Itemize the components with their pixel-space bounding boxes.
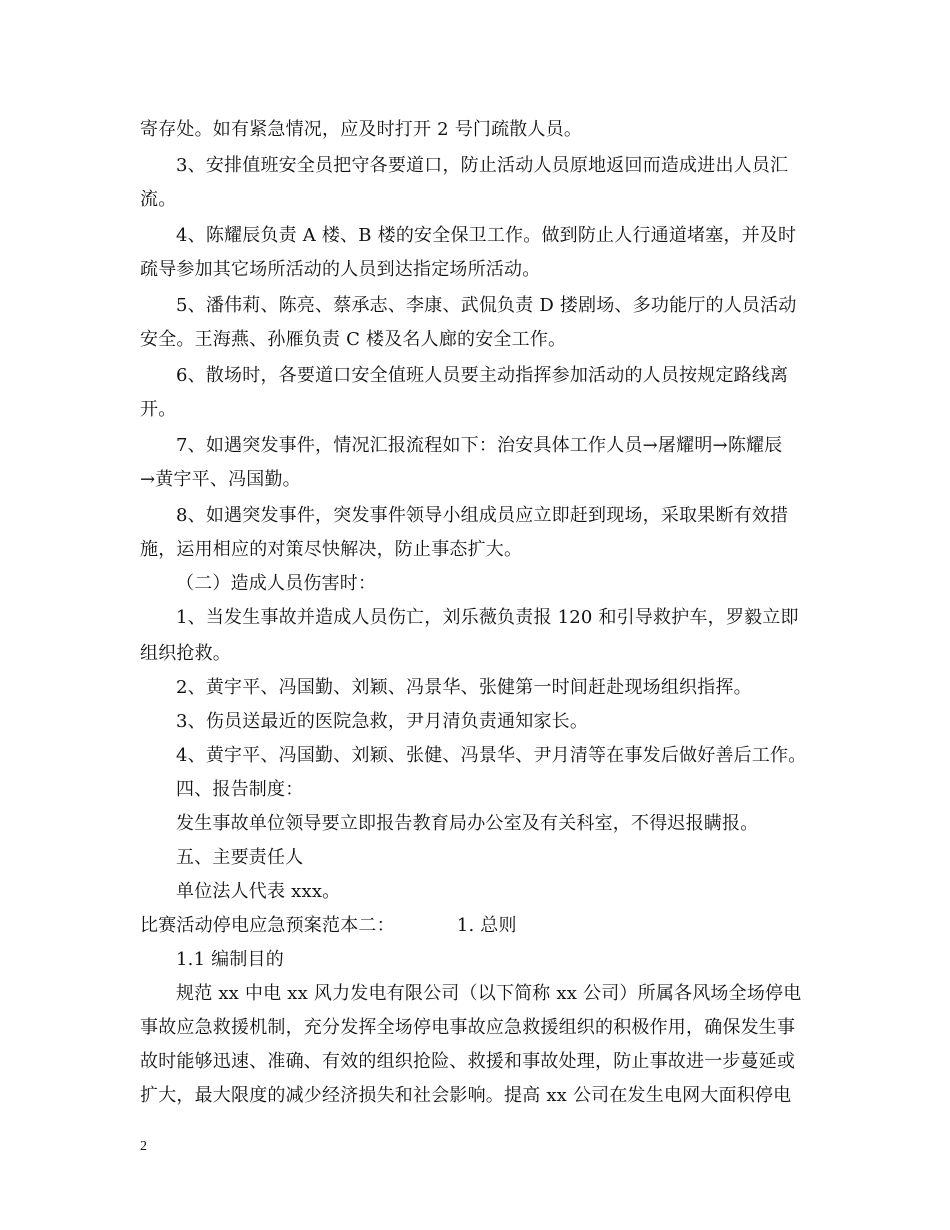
subheading: （二）造成人员伤害时：	[176, 573, 377, 594]
text-line: 安全。王海燕、孙雁负责 C 楼及名人廊的安全工作。	[140, 329, 567, 350]
text-line: 扩大，最大限度的减少经济损失和社会影响。提高 xx 公司在发生电网大面积停电	[140, 1085, 792, 1106]
text-line: 3、伤员送最近的医院急救，尹月清负责通知家长。	[176, 711, 589, 732]
text-line: 2、黄宇平、冯国勤、刘颖、冯景华、张健第一时间赶赴现场组织指挥。	[176, 677, 752, 698]
text-line: 4、陈耀辰负责 A 楼、B 楼的安全保卫工作。做到防止人行通道堵塞，并及时	[176, 225, 797, 246]
text-line: 组织抢救。	[140, 643, 231, 664]
page-number: 2	[140, 1139, 147, 1154]
text-line: 单位法人代表 xxx。	[176, 881, 341, 902]
text-line: 3、安排值班安全员把守各要道口，防止活动人员原地返回而造成进出人员汇	[176, 155, 789, 176]
text-line: →黄宇平、冯国勤。	[140, 469, 301, 490]
text-line: 1、当发生事故并造成人员伤亡，刘乐薇负责报 120 和引导救护车，罗毅立即	[176, 607, 799, 628]
text-line: 施，运用相应的对策尽快解决，防止事态扩大。	[140, 539, 523, 560]
plan-heading	[140, 914, 820, 938]
text-line: 疏导参加其它场所活动的人员到达指定场所活动。	[140, 259, 541, 280]
text-line: 事故应急救援机制，充分发挥全场停电事故应急救援组织的积极作用，确保发生事	[140, 1017, 796, 1038]
plan-title: 比赛活动停电应急预案范本二：	[140, 915, 395, 936]
text-line: 故时能够迅速、准确、有效的组织抢险、救援和事故处理，防止事故进一步蔓延或	[140, 1051, 796, 1072]
text-line: 8、如遇突发事件，突发事件领导小组成员应立即赶到现场，采取果断有效措	[176, 505, 789, 526]
section-heading: 四、报告制度：	[176, 779, 304, 800]
text-line: 4、黄宇平、冯国勤、刘颖、张健、冯景华、尹月清等在事发后做好善后工作。	[176, 745, 807, 766]
subsection-heading: 1.1 编制目的	[176, 949, 284, 970]
text-line: 发生事故单位领导要立即报告教育局办公室及有关科室，不得迟报瞒报。	[176, 813, 759, 834]
section-heading: 五、主要责任人	[176, 847, 304, 868]
plan-section-title: 1. 总则	[456, 915, 517, 936]
text-line: 7、如遇突发事件，情况汇报流程如下：治安具体工作人员→屠耀明→陈耀辰	[176, 435, 783, 456]
text-line: 流。	[140, 189, 177, 210]
text-line: 5、潘伟莉、陈亮、蔡承志、李康、武侃负责 D 搂剧场、多功能厅的人员活动	[176, 295, 797, 316]
text-line: 寄存处。如有紧急情况，应及时打开 2 号门疏散人员。	[140, 119, 583, 140]
text-line: 开。	[140, 399, 177, 420]
text-line: 规范 xx 中电 xx 风力发电有限公司（以下简称 xx 公司）所属各风场全场停电	[176, 983, 802, 1004]
text-line: 6、散场时，各要道口安全值班人员要主动指挥参加活动的人员按规定路线离	[176, 365, 789, 386]
